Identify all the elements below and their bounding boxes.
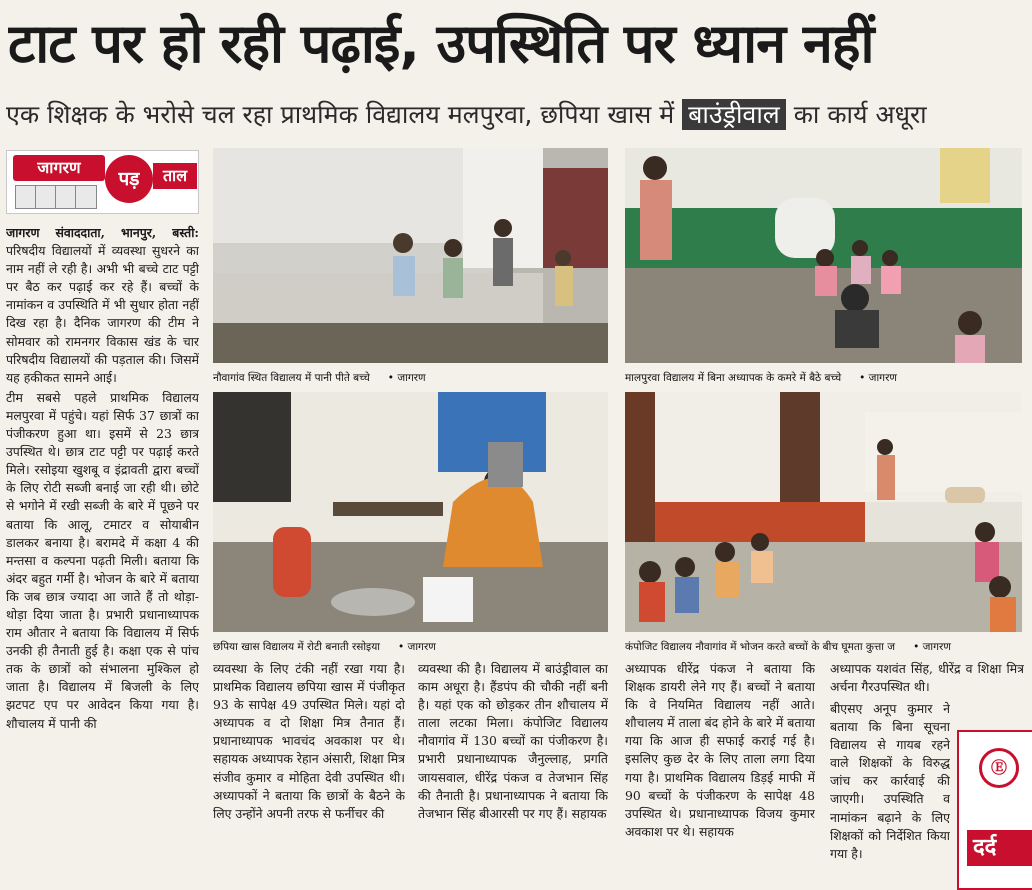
photo-classroom-without-teacher (625, 148, 1022, 363)
photo-children-eating-dog (625, 392, 1022, 632)
logo-circle: पड़ (105, 155, 153, 203)
article-column-5-top: अध्यापक यशवंत सिंह, धीरेंद्र व शिक्षा मित्र अर्चना गैरउपस्थित थी। (830, 661, 1024, 695)
photo-caption: नौवागांव स्थित विद्यालय में पानी पीते बच्चे • जागरण (213, 372, 426, 384)
photo-credit: • जागरण (859, 372, 897, 384)
photo-children-drinking-water (213, 148, 608, 363)
documents-icon (15, 185, 101, 209)
article-column-5: बीएसए अनूप कुमार ने बताया कि बिना सूचना विद्यालय से गायब रहने वाले शिक्षकों के विरुद्ध जांच कर कार्रवाई की जाएगी। उपस्थिति व नामांकन बढ़ाने के लिए शिक्षकों को निर्देशित किया गया है। (830, 701, 950, 861)
subheadline-highlight: बाउंड्रीवाल (682, 99, 786, 130)
logo-suffix: ताल (153, 163, 197, 189)
article-para: जागरण संवाददाता, भानपुर, बस्ती: परिषदीय विद्यालयों में व्यवस्था सुधरने का नाम नहीं ले रही है। अभी भी बच्चे टाट पट्टी पर बैठ कर पढ़ाई कर रहे हैं। बच्चों के नामांकन व उपस्थिति में भी सुधार होता नहीं दिख रहा है। दैनिक जागरण की टीम ने सोमवार को रामनगर विकास खंड के चार परिषदीय विद्यालयों की पड़ताल की। जिसमें यह हकीकत सामने आई। (6, 225, 199, 385)
advertisement[interactable] (957, 730, 1032, 890)
ad-word: दर्द (967, 830, 1032, 866)
photo-caption: मालपुरवा विद्यालय में बिना अध्यापक के कमरे में बैठे बच्चे • जागरण (625, 372, 897, 384)
article-column-2: व्यवस्था के लिए टंकी नहीं रखा गया है। प्राथमिक विद्यालय छपिया खास में पंजीकृत 93 के सापेक्ष 49 उपस्थित मिले। यहां दो अध्यापक व दो शिक्षा मित्र तैनात हैं। प्रधानाध्यापक भावचंद अवकाश पर थे। सहायक अध्यापक रेहान अंसारी, शिक्षा मित्र संजीव कुमार व मोहिता देवी उपस्थित थी। अध्यापकों ने बताया कि छात्रों के बैठने के लिए उन्होंने अपनी तरफ से फर्नीचर की (213, 661, 405, 821)
subheadline (6, 92, 1026, 138)
photo-caption: छपिया खास विद्यालय में रोटी बनाती रसोइया • जागरण (213, 641, 436, 653)
byline: जागरण संवाददाता, भानपुर, बस्ती: (6, 225, 199, 240)
article-column-4: अध्यापक धीरेंद्र पंकज ने बताया कि शिक्षक डायरी लेने गए हैं। बच्चों ने बताया कि वे नियमित विद्यालय नहीं आते। शौचालय में ताला बंद होने के बारे में बताया गया कि आज ही सफाई कराई गई है। इसलिए कुछ देर के लिए ताला लगा दिया गया है। प्राथमिक विद्यालय डिड़ई माफी में 90 बच्चों के पंजीकरण के सापेक्ष 48 उपस्थित थे। प्रधानाध्यापक विजय कुमार अवकाश पर थे। सहायक (625, 661, 815, 839)
article-column-1 (6, 224, 199, 888)
ad-badge-icon: Ⓔ (979, 748, 1019, 788)
photo-cook-making-roti (213, 392, 608, 632)
article-column-3: व्यवस्था की है। विद्यालय में बाउंड्रीवाल का काम अधूरा है। हैंडपंप की चौकी नहीं बनी है। यहां एक को छोड़कर तीन शौचालय में ताला लटका मिला। कंपोजिट विद्यालय नौवागांव में 130 बच्चों का पंजीकरण है। प्रभारी प्रधानाध्यापक जैनुल्लाह, प्रगति जायसवाल, धीरेंद्र पंकज व तेजभान सिंह की तैनाती है। प्रधानाध्यापक ने बताया कि तेजभान सिंह बीआरसी पर गए हैं। सहायक (418, 661, 608, 821)
subheadline-after: का कार्य अधूरा (793, 100, 927, 129)
photo-credit: • जागरण (387, 372, 426, 384)
article-para: टीम सबसे पहले प्राथमिक विद्यालय मलपुरवा में पहुंचे। यहां सिर्फ 37 छात्रों का पंजीकरण हुआ था। इसमें से 23 छात्र उपस्थित थे। छात्र टाट पट्टी पर पढ़ाई करते मिले। रसोइया खुशबू व इंद्रावती द्वारा बच्चों के लिए रोटी सब्जी बनाई जा रही थी। छोटे से भगोने में रखी सब्जी के बारे में पूछने पर बताया कि आलू, टमाटर व सोयाबीन डालकर बनाया है। बरामदे में कक्षा 4 की मन्तसा व कल्पना पढ़ती मिली। बताया कि अंदर बहुत गर्मी है। भोजन के बारे में बताया कि जब छात्र ज्यादा आ जाते हैं तो थोड़ा-थोड़ा दिया जाता है। प्रभारी प्रधानाध्यापक राम औतार ने बताया कि विद्यालय में सिर्फ उनकी ही तैनाती हुई है। कक्षा एक से पांच तक के छात्रों को संभालना मुश्किल हो जाता है। विद्यालय में बिजली के लिए झटपट एप पर आवेदन किया गया है। शौचालय में पानी की (6, 389, 199, 731)
logo-brand: जागरण (13, 155, 105, 181)
photo-caption: कंपोजिट विद्यालय नौवागांव में भोजन करते बच्चों के बीच घूमता कुत्ता ज • जागरण (625, 641, 951, 653)
headline: टाट पर हो रही पढ़ाई, उपस्थिति पर ध्यान नहीं (8, 12, 874, 75)
jagran-padtaal-logo (6, 150, 199, 214)
subheadline-before: एक शिक्षक के भरोसे चल रहा प्राथमिक विद्यालय मलपुरवा, छपिया खास में (6, 100, 675, 129)
photo-credit: • जागरण (398, 641, 436, 653)
photo-credit: • जागरण (913, 641, 951, 653)
